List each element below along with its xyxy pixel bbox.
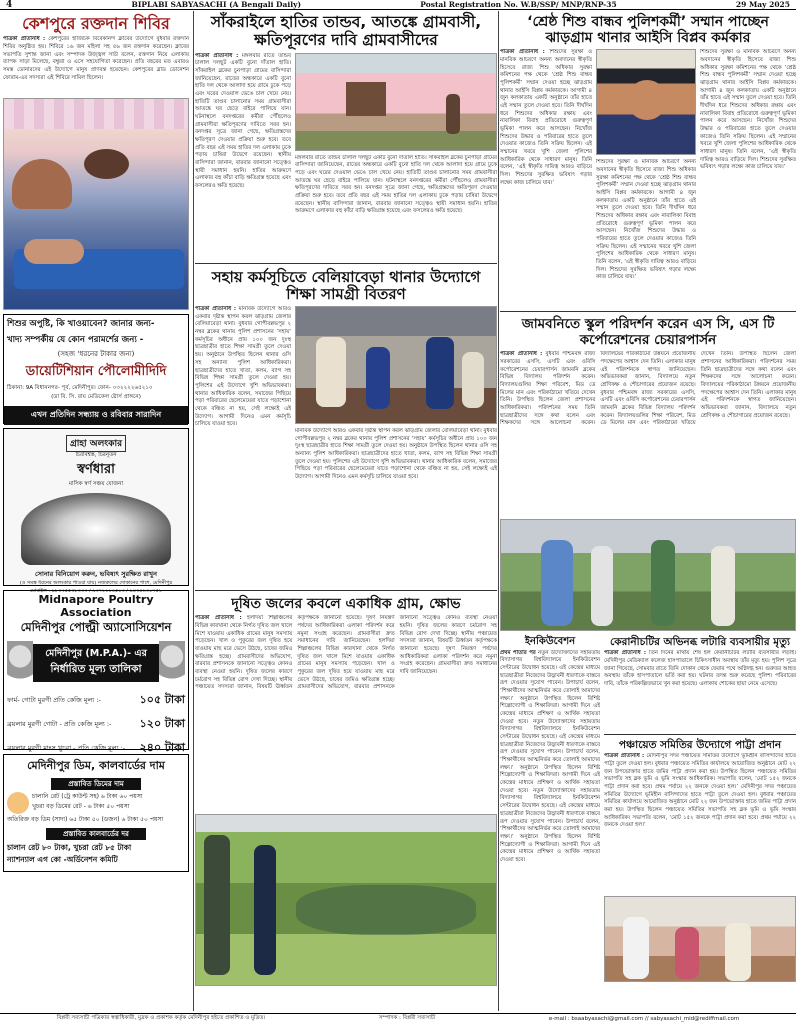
blood-headline: কেশপুরে রক্তদান শিবির bbox=[0, 11, 192, 36]
jewellery-tagline: চিরবিশ্বস্ত, চিরনূতন bbox=[75, 452, 117, 459]
dietitian-note: (ডা বি. সি. রায় মেডিকেল ষ্টোর্স প্রাঙ্গনে) bbox=[51, 394, 141, 401]
egg-line5: ন্যাশন্যাল এগ কো -অর্ডিনেশন কমিটি bbox=[7, 855, 118, 865]
footer-mid: সম্পাদক : বিপ্লবী সব্যসাচী bbox=[378, 1015, 436, 1021]
jewellery-address: (ও সমস্ত ধরনের অলংকার পাওয়া যায়) নজরুলের দোকানের পাশে, মেদিনীপুর bbox=[19, 580, 173, 587]
lottery-story: পত্রিকা প্রতিনিধি : তিন দিনের মাথায় শেষ হল কেরানীচটির লটারি ব্যবসায়ীর লড়াই। মেদিনীপুর মেডিক্যাল কলেজ হাসপাতালে চিকিৎসাধীন অবস্থায় তাঁর মৃত্যু হয়। পুলিশ সূত্রে জানা গিয়েছে, সোমবার রাতে তিনি দোকান থেকে ফেরার পথে অগ্নিদগ্ধ হন। গুরুতর আহত অবস্থায় তাঁকে হাসপাতালে ভর্তি করা হয়। ঘটনার তদন্ত শুরু করেছে পুলিশ। পরিবারের দাবি, তাঁকে পরিকল্পিতভাবে খুন করা হয়েছে। এলাকায় শোকের ছায়া নেমে এসেছে। bbox=[604, 650, 796, 687]
poultry-title-en: Midnapore Poultry Association bbox=[38, 593, 154, 620]
blood-donation-photo bbox=[3, 98, 189, 310]
egg-line1: চালানি রেট (ট্রে কাউন্ট সহ) ৬ টাকা ৬০ পয়সা bbox=[32, 793, 143, 801]
poultry-row: ব্রয়লার মুরগী মাংস খুচরা - প্রতি কেজি মূল্য :- ২৪০ টাকা bbox=[7, 741, 185, 755]
right-column bbox=[500, 11, 796, 1011]
chicken-icon bbox=[159, 641, 185, 685]
jewellery-scheme: স্বর্ণধারা bbox=[77, 462, 115, 478]
column-rule bbox=[193, 11, 194, 1011]
egg-line2: খুচরা বড় ডিমের রেট - ৬ টাকা ৫০ পয়সা bbox=[32, 802, 130, 810]
dietitian-name: ডায়েটিশিয়ান পৌলোমীদিদি bbox=[25, 364, 167, 380]
page-number: 4 bbox=[6, 0, 13, 10]
poultry-banner2: নির্ধারিত মূল্য তালিকা bbox=[50, 663, 142, 676]
egg-title: মেদিনীপুর ডিম, কালবার্ডের দাম bbox=[27, 759, 165, 773]
chicken-icon bbox=[7, 641, 33, 685]
necklace-image bbox=[21, 493, 171, 565]
dietitian-line1: শিশুর অপুষ্টি, কি খাওয়াবেন? জানার জন্য- bbox=[7, 319, 155, 330]
jewellery-scheme-sub: মাসিক স্বর্ণ সঞ্চয় যোজনা bbox=[68, 481, 124, 488]
school-headline: জামবনিতে স্কুল পরিদর্শন করেন এস সি, এস টি কর্পোরেশনের চেয়ারপার্সন bbox=[521, 316, 775, 348]
incubation-story: প্রথম পাতার পর নতুন উদ্যোক্তাদের সহায়তায় বিদ্যাসাগর বিশ্ববিদ্যালয়ে ইনকিউবেশন সেন্টারের উদ্বোধন হয়েছে। এই কেন্দ্রের মাধ্যমে ছাত্রছাত্রীরা নিজেদের উদ্ভাবনী ধারণাকে বাস্তবে রূপ দেওয়ার সুযোগ পাবেন। উপাচার্য বলেন, ‘শিক্ষার্থীদের আত্মনির্ভর করে তোলাই আমাদের লক্ষ্য।’ অনুষ্ঠানে উপস্থিত ছিলেন বিশিষ্ট শিল্পোদ্যোগী ও শিক্ষাবিদরা। আগামী দিনে এই কেন্দ্রের মাধ্যমে প্রশিক্ষণ ও আর্থিক সহায়তা দেওয়া হবে। নতুন উদ্যোক্তাদের সহায়তায় বিদ্যাসাগর বিশ্ববিদ্যালয়ে ইনকিউবেশন সেন্টারের উদ্বোধন হয়েছে। এই কেন্দ্রের মাধ্যমে ছাত্রছাত্রীরা নিজেদের উদ্ভাবনী ধারণাকে বাস্তবে রূপ দেওয়ার সুযোগ পাবেন। উপাচার্য বলেন, ‘শিক্ষার্থীদের আত্মনির্ভর করে তোলাই আমাদের লক্ষ্য।’ অনুষ্ঠানে উপস্থিত ছিলেন বিশিষ্ট শিল্পোদ্যোগী ও শিক্ষাবিদরা। আগামী দিনে এই কেন্দ্রের মাধ্যমে প্রশিক্ষণ ও আর্থিক সহায়তা দেওয়া হবে। নতুন উদ্যোক্তাদের সহায়তায় বিদ্যাসাগর বিশ্ববিদ্যালয়ে ইনকিউবেশন সেন্টারের উদ্বোধন হয়েছে। এই কেন্দ্রের মাধ্যমে ছাত্রছাত্রীরা নিজেদের উদ্ভাবনী ধারণাকে বাস্তবে রূপ দেওয়ার সুযোগ পাবেন। উপাচার্য বলেন, ‘শিক্ষার্থীদের আত্মনির্ভর করে তোলাই আমাদের লক্ষ্য।’ অনুষ্ঠানে উপস্থিত ছিলেন বিশিষ্ট শিল্পোদ্যোগী ও শিক্ষাবিদরা। আগামী দিনে এই কেন্দ্রের মাধ্যমে প্রশিক্ষণ ও আর্থিক সহায়তা দেওয়া হবে। bbox=[500, 649, 600, 863]
poultry-title-bn: মেদিনীপুর পোল্ট্রী অ্যাসোসিয়েশন bbox=[20, 620, 172, 635]
poultry-banner1: মেদিনীপুর (M.P.A.)- এর bbox=[45, 648, 147, 660]
masthead bbox=[0, 0, 796, 10]
dietitian-address: ঠিকানা: 9A বিধাননগর- পূর্ব, মেদিনীপুর। ফোন- ০৩২২২২৬৫২১০ bbox=[7, 385, 153, 392]
egg-line3: অতিরিক্ত বড় ডিম (সাদা) ৬৫ টাকা ৫০ (ডজন) ৬ টাকা ৫০ পয়সা bbox=[7, 816, 164, 824]
paper-name: BIPLABI SABYASACHI (A Bengali Daily) bbox=[131, 0, 302, 9]
patta-distribution-photo bbox=[604, 896, 796, 982]
incubation-headline: ইনকিউবেশন bbox=[524, 636, 576, 648]
police-story-c: শিশুদের সুরক্ষা ও মানবিক আচরণে অনন্য অবদানের স্বীকৃতি হিসেবে রাজ্য শিশু অধিকার সুরক্ষা কমিশনের পক্ষ থেকে ‘শ্রেষ্ঠ শিশু বান্ধব পুলিশকর্মী’ সম্মান দেওয়া হচ্ছে ঝাড়গ্রাম থানার আইসি বিপ্লব কর্মকারকে। আগামী ৪ জুন কলকাতায় একটি অনুষ্ঠানে তাঁর হাতে এই সম্মান তুলে দেওয়া হবে। তিনি দীর্ঘদিন ধরে শিশুদের অধিকার রক্ষায় এবং নাবালিকা বিবাহ প্রতিরোধে গুরুত্বপূর্ণ ভূমিকা পালন করে আসছেন। নিখোঁজ শিশুদের উদ্ধার ও পরিবারের হাতে তুলে দেওয়ার কাজেও তিনি সক্রিয় ছিলেন। এই সম্মানের খবরে খুশি জেলা পুলিশের আধিকারিক থেকে সাধারণ মানুষ। তিনি বলেন, ‘এই স্বীকৃতি দায়িত্ব আরও বাড়িয়ে দিল। শিশুদের সুরক্ষিত ভবিষ্যৎ গড়ার লক্ষ্যে কাজ চালিয়ে যাব।’ bbox=[700, 49, 796, 171]
school-story: পত্রিকা প্রতিনিধি : বুধবার পশ্চিমবঙ্গ রাজ্য সরকারের এসসি, এসটি এবং ওবিসি কর্পোরেশনের চেয়ারপার্সন জামবনি ব্লকের বিভিন্ন বিদ্যালয় পরিদর্শন করেন। বিদ্যালয়গুলির শিক্ষা পরিবেশ, মিড ডে মিলের মান এবং পরিকাঠামো খতিয়ে দেখেন তিনি। উপস্থিত ছিলেন জেলা প্রশাসনের আধিকারিকরা। পরিদর্শনের সময় তিনি ছাত্রছাত্রীদের সঙ্গে কথা বলেন এবং শিক্ষকদের সঙ্গে আলোচনা করেন। বিদ্যালয়ের পরিকাঠামো উন্নয়নে প্রয়োজনীয় পদক্ষেপের আশ্বাস দেন তিনি। এলাকার মানুষ এই পরিদর্শনকে স্বাগত জানিয়েছেন। অভিভাবকরা জানান, বিদ্যালয়ে নতুন শ্রেণিকক্ষ ও শৌচাগারের প্রয়োজন রয়েছে। বুধবার পশ্চিমবঙ্গ রাজ্য সরকারের এসসি, এসটি এবং ওবিসি কর্পোরেশনের চেয়ারপার্সন জামবনি ব্লকের বিভিন্ন বিদ্যালয় পরিদর্শন করেন। বিদ্যালয়গুলির শিক্ষা পরিবেশ, মিড ডে মিলের মান এবং পরিকাঠামো খতিয়ে দেখেন তিনি। উপস্থিত ছিলেন জেলা প্রশাসনের আধিকারিকরা। পরিদর্শনের সময় তিনি ছাত্রছাত্রীদের সঙ্গে কথা বলেন এবং শিক্ষকদের সঙ্গে আলোচনা করেন। বিদ্যালয়ের পরিকাঠামো উন্নয়নে প্রয়োজনীয় পদক্ষেপের আশ্বাস দেন তিনি। এলাকার মানুষ এই পরিদর্শনকে স্বাগত জানিয়েছেন। অভিভাবকরা জানান, বিদ্যালয়ে নতুন শ্রেণিকক্ষ ও শৌচাগারের প্রয়োজন রয়েছে। bbox=[500, 351, 796, 427]
egg-line4: চালান রেট ৮০ টাকা, খুচরা রেট ৮৫ টাকা bbox=[7, 843, 132, 853]
study-story-a: পত্রিকা প্রতিনিধি : মানবিক উদ্যোগে আরও একবার দৃষ্টান্ত স্থাপন করল ঝাড়গ্রাম জেলার বেলিয়াবেড়া থানা। বুধবার গোপীবল্লভপুর ২ নম্বর ব্লকের থানায় পুলিশ প্রশাসনের ‘সহায়’ কর্মসূচির অধীনে প্রায় ১০০ জন দুঃস্থ ছাত্রছাত্রীর হাতে শিক্ষা সামগ্রী তুলে দেওয়া হয়। অনুষ্ঠানে উপস্থিত ছিলেন থানার ওসি সহ অন্যান্য পুলিশ আধিকারিকরা। ছাত্রছাত্রীদের হাতে খাতা, কলম, ব্যাগ সহ বিভিন্ন শিক্ষা সামগ্রী তুলে দেওয়া হয়। পুলিশের এই উদ্যোগে খুশি অভিভাবকরা। থানার আধিকারিক বলেন, সমাজের পিছিয়ে পড়া পরিবারের ছেলেমেয়েরা যাতে পড়াশোনা থেকে বঞ্চিত না হয়, সেই লক্ষ্যেই এই উদ্যোগ। আগামী দিনেও এমন কর্মসূচি চালিয়ে যাওয়া হবে। bbox=[195, 306, 291, 428]
dietitian-ad bbox=[3, 314, 189, 424]
panchayat-headline: পঞ্চায়েত সমিতির উদ্যোগে পাট্টা প্রদান bbox=[618, 739, 782, 752]
poultry-row: ফার্ম- গোটা মুরগী প্রতি কেজি মূল্য :- ১০৫ টাকা bbox=[7, 693, 185, 707]
egg-sub1: প্রস্তাবিত ডিমের দাম bbox=[51, 778, 141, 790]
jewellery-phone: মোবাইল : ৯৮৩৩৫৫৩৮৩৩৩ / ৯৩৭১১১৬৫০৩ / ৯৪৩৪৬৩০৭৫১ bbox=[29, 588, 163, 595]
jewellery-brand: গ্রাহা অলংকার bbox=[66, 435, 126, 452]
police-officer-photo bbox=[596, 49, 696, 155]
study-story-b: মানবিক উদ্যোগে আরও একবার দৃষ্টান্ত স্থাপন করল ঝাড়গ্রাম জেলার বেলিয়াবেড়া থানা। বুধবার গোপীবল্লভপুর ২ নম্বর ব্লকের থানায় পুলিশ প্রশাসনের ‘সহায়’ কর্মসূচির অধীনে প্রায় ১০০ জন দুঃস্থ ছাত্রছাত্রীর হাতে শিক্ষা সামগ্রী তুলে দেওয়া হয়। অনুষ্ঠানে উপস্থিত ছিলেন থানার ওসি সহ অন্যান্য পুলিশ আধিকারিকরা। ছাত্রছাত্রীদের হাতে খাতা, কলম, ব্যাগ সহ বিভিন্ন শিক্ষা সামগ্রী তুলে দেওয়া হয়। পুলিশের এই উদ্যোগে খুশি অভিভাবকরা। থানার আধিকারিক বলেন, সমাজের পিছিয়ে পড়া পরিবারের ছেলেমেয়েরা যাতে পড়াশোনা থেকে বঞ্চিত না হয়, সেই লক্ষ্যেই এই উদ্যোগ। আগামী দিনেও এমন কর্মসূচি চালিয়ে যাওয়া হবে। bbox=[295, 428, 497, 481]
study-headline: সহায় কর্মসূচিতে বেলিয়াবেড়া থানার উদ্যোগে শিক্ষা সামগ্রী বিতরণ bbox=[211, 267, 481, 303]
egg-icon bbox=[7, 792, 29, 814]
dietitian-line2: খাদ্য সম্পর্কীয় যে কোন পরামর্শের জন্য - bbox=[7, 335, 144, 346]
middle-column bbox=[195, 11, 497, 1011]
police-story-b: শিশুদের সুরক্ষা ও মানবিক আচরণে অনন্য অবদানের স্বীকৃতি হিসেবে রাজ্য শিশু অধিকার সুরক্ষা কমিশনের পক্ষ থেকে ‘শ্রেষ্ঠ শিশু বান্ধব পুলিশকর্মী’ সম্মান দেওয়া হচ্ছে ঝাড়গ্রাম থানার আইসি বিপ্লব কর্মকারকে। আগামী ৪ জুন কলকাতায় একটি অনুষ্ঠানে তাঁর হাতে এই সম্মান তুলে দেওয়া হবে। তিনি দীর্ঘদিন ধরে শিশুদের অধিকার রক্ষায় এবং নাবালিকা বিবাহ প্রতিরোধে গুরুত্বপূর্ণ ভূমিকা পালন করে আসছেন। নিখোঁজ শিশুদের উদ্ধার ও পরিবারের হাতে তুলে দেওয়ার কাজেও তিনি সক্রিয় ছিলেন। এই সম্মানের খবরে খুশি জেলা পুলিশের আধিকারিক থেকে সাধারণ মানুষ। তিনি বলেন, ‘এই স্বীকৃতি দায়িত্ব আরও বাড়িয়ে দিল। শিশুদের সুরক্ষিত ভবিষ্যৎ গড়ার লক্ষ্যে কাজ চালিয়ে যাব।’ bbox=[596, 159, 696, 281]
damaged-house-photo bbox=[295, 53, 497, 151]
footer-right: e-mail : bsaabyasachi@gmail.com // sabyasachi_mid@rediffmail.com bbox=[548, 1016, 740, 1022]
water-headline: দূষিত জলের কবলে একাধিক গ্রাম, ক্ষোভ bbox=[231, 596, 461, 613]
jewellery-exchange: সোনার বিনিয়োগ করুন, ভবিষ্যৎ সুরক্ষিত রাখুন bbox=[35, 570, 157, 579]
elephant-headline: সাঁকরাইলে হাতির তান্ডব, আতঙ্কে গ্রামবাসী, ক্ষতিপূরণের দাবি গ্রামবাসীদের bbox=[210, 13, 482, 49]
water-story: পত্রিকা প্রতিনিধি : হলদিয়া শিল্পাঞ্চলের বিভিন্ন কারখানা থেকে নির্গত দূষিত জল খালে মিশে যাওয়ায় একাধিক গ্রামের মানুষ সমস্যায় পড়েছেন। খাল ও পুকুরের জল দূষিত হয়ে যাওয়ায় মাছ মরে ভেসে উঠছে, চাষের জমিও ক্ষতিগ্রস্ত হচ্ছে। গ্রামবাসীদের অভিযোগ, বারবার প্রশাসনকে জানানো সত্ত্বেও কোনও ব্যবস্থা নেওয়া হয়নি। দূষিত জলের কারণে চর্মরোগ সহ বিভিন্ন রোগ দেখা দিচ্ছে। স্থানীয় পঞ্চায়েত সদস্যরা জানান, বিষয়টি ঊর্ধ্বতন কর্তৃপক্ষকে জানানো হয়েছে। দূষণ নিয়ন্ত্রণ পর্ষদের আধিকারিকরা এলাকা পরিদর্শন করে নমুনা সংগ্রহ করেছেন। গ্রামবাসীরা দ্রুত সমাধানের দাবি জানিয়েছেন। হলদিয়া শিল্পাঞ্চলের বিভিন্ন কারখানা থেকে নির্গত দূষিত জল খালে মিশে যাওয়ায় একাধিক গ্রামের মানুষ সমস্যায় পড়েছেন। খাল ও পুকুরের জল দূষিত হয়ে যাওয়ায় মাছ মরে ভেসে উঠছে, চাষের জমিও ক্ষতিগ্রস্ত হচ্ছে। গ্রামবাসীদের অভিযোগ, বারবার প্রশাসনকে জানানো সত্ত্বেও কোনও ব্যবস্থা নেওয়া হয়নি। দূষিত জলের কারণে চর্মরোগ সহ বিভিন্ন রোগ দেখা দিচ্ছে। স্থানীয় পঞ্চায়েত সদস্যরা জানান, বিষয়টি ঊর্ধ্বতন কর্তৃপক্ষকে জানানো হয়েছে। দূষণ নিয়ন্ত্রণ পর্ষদের আধিকারিকরা এলাকা পরিদর্শন করে নমুনা সংগ্রহ করেছেন। গ্রামবাসীরা দ্রুত সমাধানের দাবি জানিয়েছেন। bbox=[195, 615, 497, 691]
dietitian-line3: (সহজ ‘ধরনের টাকার জন্য) bbox=[57, 350, 135, 359]
elephant-story-a: পত্রিকা প্রতিনিধি : মঙ্গলবার রাতে তান্ডব চালাল দলছুট একটি বুনো দাঁতাল হাতি। সাঁকরাইল ব্লকের চুনপাড়া গ্রামের বাসিন্দারা জানিয়েছেন, রাতের অন্ধকারে একটি বুনো হাতি দল থেকে আলাদা হয়ে গ্রামে ঢুকে পড়ে এবং ঘরের দেওয়াল ভেঙে চাল খেয়ে নেয়। হাতিটি তাণ্ডব চালানোর সময় গ্রামবাসীরা আতঙ্কে ঘর ছেড়ে বাইরে পালিয়ে যান। ঘটনাস্থলে বনদপ্তরের কর্মীরা পৌঁছলেও গ্রামবাসীরা ক্ষতিপূরণের দাবিতে সরব হন। বনদপ্তর সূত্রে জানা গেছে, ক্ষতিগ্রস্তদের ক্ষতিপূরণ দেওয়ার প্রক্রিয়া শুরু হবে। তবে প্রতি বছর এই সময় হাতির দল এলাকায় ঢুকে পড়ায় চাষিরা উদ্বেগে রয়েছেন। স্থানীয় বাসিন্দারা জানান, বারবার জানানো সত্ত্বেও স্থায়ী সমাধান হয়নি। হাতির আক্রমণে এলাকার বহু কাঁচা বাড়ি ক্ষতিগ্রস্ত হয়েছে এবং ফসলেরও ক্ষতি হয়েছে। bbox=[195, 52, 291, 190]
jewellery-ad bbox=[3, 428, 189, 595]
issue-date: 29 May 2025 bbox=[735, 0, 790, 9]
egg-sub2: প্রস্তাবিত কালবার্ডের দর bbox=[46, 828, 146, 840]
footer-left: বিপ্লবী সব্যসাচী পত্রিকার স্বত্বাধিকারী, মুদ্রক ও প্রকাশক কর্তৃক মেদিনীপুর হইতে প্রকাশিত ও মুদ্রিত। bbox=[56, 1015, 266, 1021]
poultry-ad bbox=[3, 590, 189, 755]
left-column bbox=[0, 11, 192, 1011]
panchayat-story: পত্রিকা প্রতিনিধি : মেদিনীপুর সদর পঞ্চায়েত সমিতির উদ্যোগে ভূমিহীন বাসিন্দাদের হাতে পাট্টা তুলে দেওয়া হল। বুধবার পঞ্চায়েত সমিতির কার্যালয়ে আয়োজিত অনুষ্ঠানে মোট ২২ জন উপভোক্তার হাতে জমির পাট্টা প্রদান করা হয়। উপস্থিত ছিলেন পঞ্চায়েত সমিতির সভাপতি সহ ব্লক ভূমি ও ভূমি সংস্কার আধিকারিক। সভাপতি বলেন, ‘মোট ১৫২ জনকে পাট্টা প্রদান করা হবে। প্রথম পর্যায়ে ২২ জনকে দেওয়া হল।’ মেদিনীপুর সদর পঞ্চায়েত সমিতির উদ্যোগে ভূমিহীন বাসিন্দাদের হাতে পাট্টা তুলে দেওয়া হল। বুধবার পঞ্চায়েত সমিতির কার্যালয়ে আয়োজিত অনুষ্ঠানে মোট ২২ জন উপভোক্তার হাতে জমির পাট্টা প্রদান করা হয়। উপস্থিত ছিলেন পঞ্চায়েত সমিতির সভাপতি সহ ব্লক ভূমি ও ভূমি সংস্কার আধিকারিক। সভাপতি বলেন, ‘মোট ১৫২ জনকে পাট্টা প্রদান করা হবে। প্রথম পর্যায়ে ২২ জনকে দেওয়া হল।’ bbox=[604, 753, 796, 829]
egg-ad bbox=[3, 754, 189, 872]
poultry-row: ব্রয়লার মুরগী গোটা - প্রতি কেজি মূল্য :- ১২০ টাকা bbox=[7, 717, 185, 731]
school-visit-photo bbox=[500, 519, 796, 631]
dietitian-footer: এখন প্রতিদিন সন্ধ্যায় ও রবিবার সারাদিন bbox=[4, 406, 188, 425]
page-footer bbox=[0, 1013, 796, 1024]
lottery-headline: কেরানীচটির অভিনব্ধ লটারি ব্যবসায়ীর মৃত্যু bbox=[609, 636, 790, 649]
police-story-a: পত্রিকা প্রতিনিধি : শিশুদের সুরক্ষা ও মানবিক আচরণে অনন্য অবদানের স্বীকৃতি হিসেবে রাজ্য শিশু অধিকার সুরক্ষা কমিশনের পক্ষ থেকে ‘শ্রেষ্ঠ শিশু বান্ধব পুলিশকর্মী’ সম্মান দেওয়া হচ্ছে ঝাড়গ্রাম থানার আইসি বিপ্লব কর্মকারকে। আগামী ৪ জুন কলকাতায় একটি অনুষ্ঠানে তাঁর হাতে এই সম্মান তুলে দেওয়া হবে। তিনি দীর্ঘদিন ধরে শিশুদের অধিকার রক্ষায় এবং নাবালিকা বিবাহ প্রতিরোধে গুরুত্বপূর্ণ ভূমিকা পালন করে আসছেন। নিখোঁজ শিশুদের উদ্ধার ও পরিবারের হাতে তুলে দেওয়ার কাজেও তিনি সক্রিয় ছিলেন। এই সম্মানের খবরে খুশি জেলা পুলিশের আধিকারিক থেকে সাধারণ মানুষ। তিনি বলেন, ‘এই স্বীকৃতি দায়িত্ব আরও বাড়িয়ে দিল। শিশুদের সুরক্ষিত ভবিষ্যৎ গড়ার লক্ষ্যে কাজ চালিয়ে যাব।’ bbox=[500, 49, 592, 186]
polluted-field-photo bbox=[195, 814, 497, 986]
postal-reg: Postal Registration No. W.B/SSP/ MNP/RNP-35 bbox=[420, 0, 617, 9]
elephant-story-b: মঙ্গলবার রাতে তান্ডব চালাল দলছুট একটি বুনো দাঁতাল হাতি। সাঁকরাইল ব্লকের চুনপাড়া গ্রামের বাসিন্দারা জানিয়েছেন, রাতের অন্ধকারে একটি বুনো হাতি দল থেকে আলাদা হয়ে গ্রামে ঢুকে পড়ে এবং ঘরের দেওয়াল ভেঙে চাল খেয়ে নেয়। হাতিটি তাণ্ডব চালানোর সময় গ্রামবাসীরা আতঙ্কে ঘর ছেড়ে বাইরে পালিয়ে যান। ঘটনাস্থলে বনদপ্তরের কর্মীরা পৌঁছলেও গ্রামবাসীরা ক্ষতিপূরণের দাবিতে সরব হন। বনদপ্তর সূত্রে জানা গেছে, ক্ষতিগ্রস্তদের ক্ষতিপূরণ দেওয়ার প্রক্রিয়া শুরু হবে। তবে প্রতি বছর এই সময় হাতির দল এলাকায় ঢুকে পড়ায় চাষিরা উদ্বেগে রয়েছেন। স্থানীয় বাসিন্দারা জানান, বারবার জানানো সত্ত্বেও স্থায়ী সমাধান হয়নি। হাতির আক্রমণে এলাকার বহু কাঁচা বাড়ি ক্ষতিগ্রস্ত হয়েছে এবং ফসলেরও ক্ষতি হয়েছে। bbox=[295, 154, 497, 215]
blood-story: পত্রিকা প্রতিনিধি : কেশপুরের হাজিচক বিবেকানন্দ ক্লাবের উদ্যোগে বুধবার রক্তদান শিবির অনুষ্ঠিত হয়। শিবিরে ১৬ জন মহিলা সহ ৫৬ জন রক্তদান করেছেন। ক্লাবের সভাপতি সুশান্ত জানা এবং সম্পাদক উজ্জ্বল সাউ বলেন, রক্তদান নিয়ে এলাকায় ব্যাপক সাড়া মিলেছে, বন্ধুরা ও এসে সহযোগিতা করেছেন। প্রতি বছরের মত এবারও সমস্ত ডোনারদের এই উদ্যোগে মানুষ প্রাণবন্ত হয়েছেন। কেশপুরের ব্লাড ডোনেশন ফোরাম-এর সদস্যরা এই শিবিরে সামিল ছিলেন। bbox=[3, 36, 189, 81]
column-rule bbox=[498, 11, 499, 1011]
distribution-photo bbox=[295, 306, 497, 424]
police-headline: ‘শ্রেষ্ঠ শিশু বান্ধব পুলিশকর্মী’ সম্মান পাচ্ছেন ঝাড়গ্রাম থানার আইসি বিপ্লব কর্মকার bbox=[527, 14, 769, 47]
